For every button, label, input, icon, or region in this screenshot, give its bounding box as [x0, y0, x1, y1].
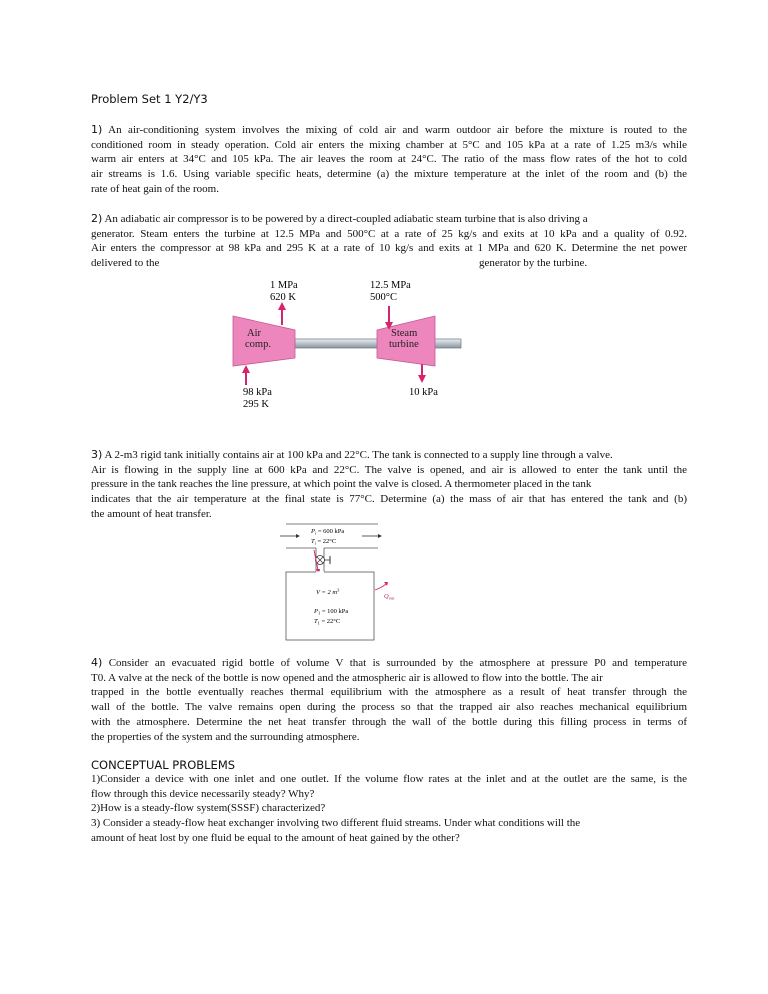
conceptual-line-1: 1)Consider a device with one inlet and one outlet. If the volume flow rates at the inlet and at the outlet are the same, is the: [91, 773, 687, 785]
problem-3: [91, 448, 687, 522]
comp-out-pressure: 1 MPa: [270, 280, 298, 291]
conceptual-line-3: 2)How is a steady-flow system(SSSF) characterized?: [91, 802, 326, 815]
heat-out-arrow: [375, 584, 386, 590]
problem-4-line-3: trapped in the bottle eventually reaches thermal equilibrium with the atmosphere as a result of heat transfer through the: [91, 686, 687, 699]
problem-1-line-4: air streams is 1.6. Using variable specific heats, determine (a) the mixture temperature at the inlet of the room and (b) the: [91, 168, 687, 181]
problem-3-line-5: the amount of heat transfer.: [91, 507, 212, 520]
problem-4-line-5: with the atmosphere. Determine the net heat transfer through the wall of the bottle during this filling process in terms of: [91, 715, 687, 728]
problem-1: [91, 123, 687, 197]
problem-number: 4): [91, 656, 103, 669]
comp-in-pressure: 98 kPa: [243, 387, 272, 398]
comp-label-2: comp.: [245, 339, 271, 350]
turb-label-1: Steam: [391, 328, 418, 339]
problem-4-line-4: wall of the bottle. The valve remains open during the process so that the trapped air also reaches mechanical equilibrium: [91, 701, 687, 714]
problem-3-line-3: pressure in the tank reaches the line pressure, at which point the valve is closed. A thermometer placed in the tank: [91, 478, 592, 491]
tank-temperature-label: $T_1 = 22^\circ C$: [314, 618, 341, 626]
arrowhead-icon: [242, 365, 250, 373]
tank-pressure-label: $P_1 = 100$ kPa: [314, 608, 349, 616]
tank-volume-label: V = 2 $m^3$: [316, 587, 340, 596]
turb-label-2: turbine: [389, 339, 419, 350]
rigid-tank: [286, 572, 374, 640]
problem-3-line-4: indicates that the air temperature at the final state is 77°C. Determine (a) the mass of air that has entered the tank and (b): [91, 493, 687, 506]
turb-in-pressure: 12.5 MPa: [370, 280, 411, 291]
problem-4-line-1: 4) Consider an evacuated rigid bottle of volume V that is surrounded by the atmosphere at pressure P0 and temperature: [91, 656, 687, 669]
turb-out-pressure: 10 kPa: [409, 387, 438, 398]
arrowhead-icon: [296, 534, 300, 538]
conceptual-line-2: flow through this device necessarily steady? Why?: [91, 787, 315, 800]
problem-3-line-2: Air is flowing in the supply line at 600 kPa and 22°C. The valve is opened, and air is allowed to enter the tank until the: [91, 463, 687, 476]
page-title: Problem Set 1 Y2/Y3: [91, 92, 208, 106]
problem-3-line-1: 3) A 2-m3 rigid tank initially contains air at 100 kPa and 22°C. The tank is connected to a supply line through a valve.: [91, 448, 613, 461]
line-pressure-label: $P_i = 600$ kPa: [311, 528, 345, 536]
problem-1-line-3: warm air enters at 34°C and 105 kPa. The air leaves the room at 24°C. The ratio of the mass flow rates of the hot to cold: [91, 153, 687, 166]
conceptual-line-4: 3) Consider a steady-flow heat exchanger involving two different fluid streams. Under what conditions will the: [91, 817, 581, 830]
arrowhead-icon: [278, 302, 286, 310]
compressor-turbine-diagram: [225, 272, 475, 414]
conceptual-heading: CONCEPTUAL PROBLEMS: [91, 758, 236, 772]
problem-number: 1): [91, 123, 103, 136]
comp-out-temperature: 620 K: [270, 292, 296, 303]
problem-2-line-3: Air enters the compressor at 98 kPa and 295 K at a rate of 10 kg/s and exits at 1 MPa and 620 K. Determine the net power: [91, 242, 687, 255]
arrowhead-icon: [418, 375, 426, 383]
problem-1-line-1: 1) An air-conditioning system involves the mixing of cold air and warm outdoor air before the mixture is routed to the: [91, 123, 687, 136]
problem-1-line-2: conditioned room in steady operation. Cold air enters the mixing chamber at 5°C and 105 kPa at a rate of 1.25 m3/s while: [91, 138, 687, 151]
tank-supply-diagram: [278, 520, 398, 644]
conceptual-line-5: amount of heat lost by one fluid be equal to the amount of heat gained by the other?: [91, 831, 460, 844]
problem-2-line-2: generator. Steam enters the turbine at 12.5 MPa and 500°C at a rate of 25 kg/s and exits at 10 kPa and a quality of 0.92.: [91, 227, 687, 240]
comp-label-1: Air: [247, 328, 261, 339]
problem-2-line-4: delivered to the generator by the turbine.: [91, 257, 588, 270]
comp-in-temperature: 295 K: [243, 399, 269, 410]
arrowhead-icon: [378, 534, 382, 538]
problem-4-line-2: T0. A valve at the neck of the bottle is now opened and the atmospheric air is allowed to flow into the bottle. The air: [91, 671, 603, 684]
conceptual-problems: [91, 772, 687, 846]
problem-2-line-1: 2) An adiabatic air compressor is to be powered by a direct-coupled adiabatic steam turbine that is also driving a: [91, 212, 588, 225]
problem-number: 2): [91, 212, 103, 225]
problem-number: 3): [91, 448, 103, 461]
problem-4-line-6: the properties of the system and the surrounding atmosphere.: [91, 730, 360, 743]
problem-1-line-5: rate of heat gain of the room.: [91, 182, 219, 195]
turb-in-temperature: 500°C: [370, 292, 397, 303]
line-temperature-label: $T_i = 22^\circ C$: [311, 538, 337, 546]
problem-4: [91, 656, 687, 744]
heat-out-label: $Q_{out}$: [384, 593, 395, 601]
problem-2: [91, 212, 687, 271]
